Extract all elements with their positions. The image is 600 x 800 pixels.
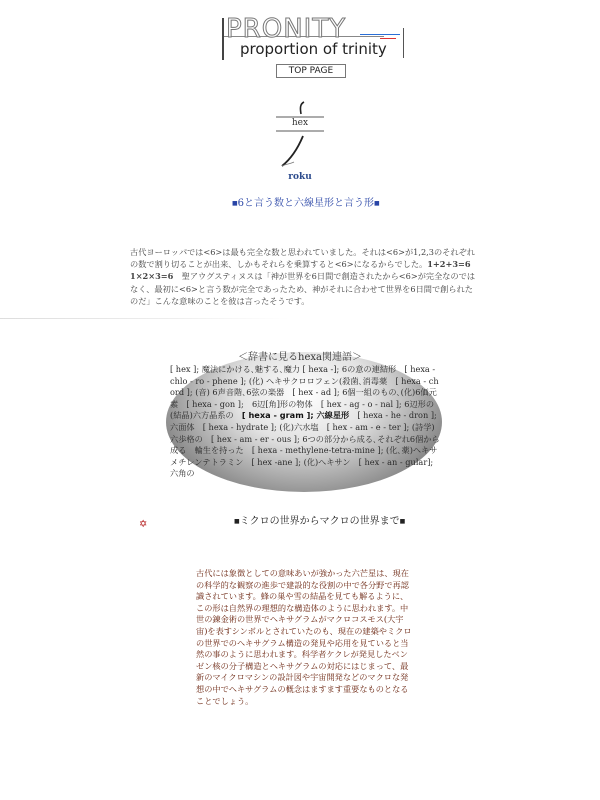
logo-wordmark: PRONITY [226,14,347,44]
logo-frame-right [403,28,404,58]
dictionary-hexagram-entry: [ hexa - gram ]; 六線星形 [241,410,350,421]
bullet-icon: ■ [399,518,406,525]
bullet-icon: ■ [374,200,380,207]
intro-text-b: 聖アウグスティヌスは「神が世界を6日間で創造されたから<6>が完全なのではなく、最初に<6>と言う数が完全であったため、神がそれに合わせて世界を6日間で創られたのだ」こんな意味のことを彼は言ったそうです。 [130,271,476,306]
intro-paragraph [130,246,480,307]
section-title-text: ミクロの世界からマクロの世界まで [239,516,400,527]
equation: 1+2+3=6 1×2×3=6 [130,259,479,282]
hex-label: hex [291,118,309,128]
top-page-link[interactable]: TOP PAGE [276,64,346,78]
logo-accent-red [380,38,396,39]
section-title-text: 6と言う数と六線星形と言う形 [237,198,375,209]
bullet-icon: ■ [232,200,238,207]
section-title-micro-macro [234,512,405,527]
micro-macro-body: 古代には象徴としての意味あいが強かった六芒星は、現在の科学的な観察の進歩で建設的な役割の中で各分野で再認識されています。蜂の巣や雪の結晶を見ても解るように、この形は自然界の理想的な構造体のように思われます。中世の錬金術の世界でヘキサグラムがマクロコスモス(大宇宙)を表すシンボルとされていたのも、現在の建築やミクロの世界でのヘキサグラム構造の発見や応用を見ていると当然の事のように思われます。科学者ケクレが発見したベンゼン核の分子構造とヘキサグラムの対応にはじまって、最新のマイクロマシンの設計図や宇宙開発などのマクロな発想の中でヘキサグラムの概念はますます重要なものとなることでしょう。 [196,568,412,706]
micro-macro-paragraph [196,568,412,707]
dictionary-text-a: [ hex ]; 魔法にかける､魅する､魔力 [ hexa -]; 6の意の連結形 [ hexa - chlo - ro - phene ]; (化) ヘキサクロロフェン(殺菌､消毒薬 [ hexa - chord ]; (音) 6声音階､6弦の楽器 [ hex - ad ]; 6個一組のもの､(化)6価元素 [ hexa - gon ]; 6辺[角]形の物体 [ hex - ag - o - nal ]; 6辺形の(結晶)六方晶系の [170,364,439,421]
bullet-icon: ■ [234,518,240,525]
intro-text-a: 古代ヨーロッパでは<6>は最も完全な数と思われていました。それは<6>が1,2,3のそれぞれの数で割り切ることが出来、しかもそれらを乗算すると<6>になるからでした。 [130,247,475,270]
section-title-six [232,194,380,209]
logo-tagline: proportion of trinity [240,40,387,58]
site-logo[interactable] [220,16,410,66]
divider [0,318,290,319]
hex-glyph-icon [270,98,330,170]
star-of-david-icon: ✡ [139,519,148,530]
dictionary-text-b: [ hexa - he - dron ]; 六面体 [ hexa - hydrate ]; (化)六水塩 [ hex - am - e - ter ]; (詩学)六歩格の [ hex - am - er - ous ]; 6つの部分から成る､それぞれ6個から成る 輪生を持った [ hexa - methylene-tetra-mine ]; (化､薬)ヘキサメチレンテトラミン [ hex -ane ]; (化)ヘキサン [ hex - an - gular]; 六角の [170,410,440,479]
dictionary-entries [170,364,440,480]
hex-glyph-figure [270,98,330,170]
dictionary-heading: ＜辞書に見るhexa関連語＞ [238,352,362,363]
roku-label: roku [288,172,312,182]
logo-frame-left [222,18,224,60]
logo-accent-blue [360,34,400,35]
